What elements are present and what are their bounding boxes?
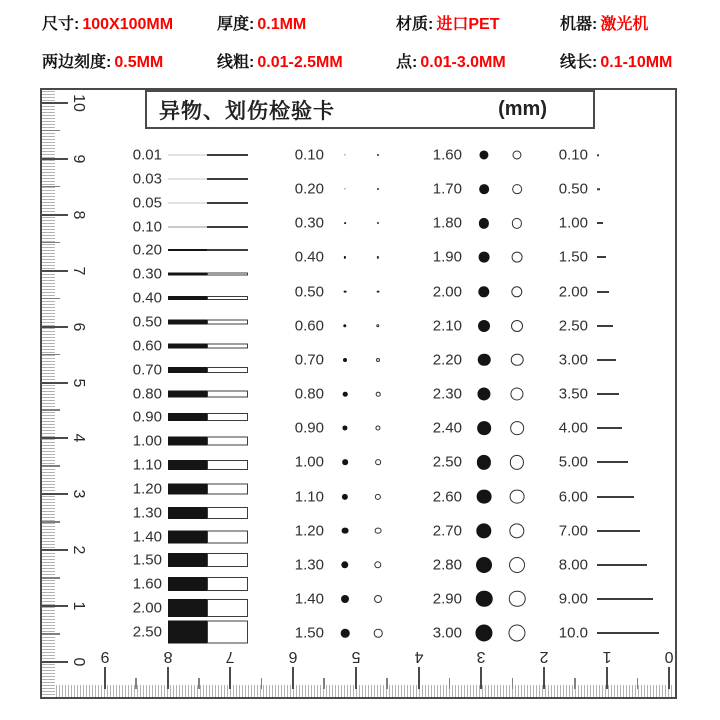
length-value-label: 8.00 bbox=[558, 556, 588, 574]
width-bar-hollow bbox=[207, 390, 248, 397]
dot-value-label: 2.00 bbox=[432, 283, 462, 301]
ruler-number: 0 bbox=[70, 657, 87, 667]
width-bar-hollow bbox=[207, 202, 248, 204]
width-bar-hollow bbox=[207, 154, 248, 156]
width-bar-solid bbox=[168, 202, 207, 203]
ruler-tick-major bbox=[480, 667, 482, 689]
width-bar-solid bbox=[168, 178, 207, 179]
open-circle bbox=[374, 595, 382, 603]
filled-dot bbox=[342, 493, 348, 499]
filled-dot bbox=[344, 222, 346, 224]
ruler-tick-major bbox=[42, 661, 68, 663]
length-value-label: 1.50 bbox=[558, 248, 588, 266]
width-value-label: 1.20 bbox=[132, 480, 162, 498]
width-bar-hollow bbox=[207, 530, 248, 543]
filled-dot bbox=[478, 320, 490, 332]
open-circle bbox=[511, 320, 523, 332]
width-bar-solid bbox=[168, 460, 207, 470]
ruler-number: 4 bbox=[70, 433, 87, 443]
width-bar-hollow bbox=[207, 273, 248, 276]
ruler-number: 3 bbox=[70, 489, 87, 499]
length-value-label: 4.00 bbox=[558, 419, 588, 437]
filled-dot bbox=[344, 256, 346, 258]
width-bar-hollow bbox=[207, 249, 248, 251]
dot-value-label: 0.60 bbox=[294, 317, 324, 335]
dot-value-label: 2.30 bbox=[432, 385, 462, 403]
length-line bbox=[597, 461, 628, 463]
length-value-label: 6.00 bbox=[558, 488, 588, 505]
width-value-label: 0.30 bbox=[132, 265, 162, 283]
open-circle bbox=[510, 455, 524, 469]
dot-value-label: 3.00 bbox=[432, 624, 462, 642]
filled-dot bbox=[479, 150, 488, 159]
width-value-label: 1.60 bbox=[132, 575, 162, 593]
open-circle bbox=[377, 154, 379, 156]
dot-value-label: 2.90 bbox=[432, 590, 462, 608]
width-value-label: 0.70 bbox=[132, 361, 162, 379]
open-circle bbox=[376, 358, 380, 362]
dot-value-label: 1.20 bbox=[294, 522, 324, 540]
spec-item bbox=[217, 49, 343, 72]
open-circle bbox=[510, 421, 524, 435]
width-value-label: 0.20 bbox=[132, 241, 162, 259]
open-circle bbox=[377, 222, 379, 224]
ruler-tick-medium bbox=[42, 465, 60, 467]
open-circle bbox=[509, 591, 526, 608]
open-circle bbox=[375, 527, 382, 534]
length-value-label: 0.50 bbox=[558, 180, 588, 198]
ruler-number: 10 bbox=[70, 94, 87, 112]
filled-dot bbox=[341, 595, 349, 603]
length-line bbox=[597, 427, 622, 429]
spec-value: 激光机 bbox=[600, 16, 649, 33]
length-line bbox=[597, 632, 659, 634]
ruler-tick-medium bbox=[261, 678, 263, 689]
ruler-number: 7 bbox=[225, 648, 235, 665]
ruler-number: 3 bbox=[476, 648, 486, 665]
length-line bbox=[597, 291, 609, 293]
ruler-tick-major bbox=[229, 667, 231, 689]
spec-value: 0.1-10MM bbox=[600, 54, 673, 71]
width-bar-solid bbox=[168, 343, 207, 348]
length-value-label: 0.10 bbox=[558, 146, 588, 164]
ruler-tick-major bbox=[292, 667, 294, 689]
filled-dot bbox=[478, 354, 491, 367]
open-circle bbox=[512, 218, 522, 228]
length-value-label: 3.50 bbox=[558, 385, 588, 403]
dot-value-label: 1.10 bbox=[294, 488, 324, 505]
filled-dot bbox=[342, 527, 349, 534]
length-line bbox=[597, 359, 616, 361]
length-line bbox=[597, 564, 647, 566]
width-bar-solid bbox=[168, 155, 207, 156]
length-value-label: 10.0 bbox=[558, 624, 588, 642]
spec-row-2 bbox=[0, 49, 720, 73]
spec-value: 100X100MM bbox=[82, 16, 174, 33]
dot-value-label: 1.60 bbox=[432, 146, 462, 164]
length-line bbox=[597, 154, 599, 156]
ruler-tick-medium bbox=[449, 678, 451, 689]
dot-value-label: 1.50 bbox=[294, 624, 324, 642]
open-circle bbox=[377, 188, 379, 190]
width-value-label: 0.01 bbox=[132, 146, 162, 164]
ruler-number: 7 bbox=[70, 266, 87, 276]
width-value-label: 1.30 bbox=[132, 504, 162, 522]
width-bar-solid bbox=[168, 530, 207, 543]
spec-item bbox=[396, 11, 499, 34]
width-bar-solid bbox=[168, 483, 207, 494]
ruler-tick-medium bbox=[135, 678, 137, 689]
ruler-tick-medium bbox=[42, 409, 60, 411]
ruler-tick-medium bbox=[42, 298, 60, 300]
ruler-tick-medium bbox=[323, 678, 325, 689]
length-value-label: 7.00 bbox=[558, 522, 588, 540]
ruler-tick-medium bbox=[386, 678, 388, 689]
ruler-tick-medium bbox=[198, 678, 200, 689]
length-line bbox=[597, 325, 613, 327]
ruler-number: 1 bbox=[602, 648, 612, 665]
width-value-label: 0.10 bbox=[132, 218, 162, 236]
filled-dot bbox=[477, 387, 490, 400]
open-circle bbox=[511, 286, 522, 297]
open-circle bbox=[512, 150, 521, 159]
bottom-ruler-fine-ticks bbox=[56, 685, 674, 697]
ruler-tick-medium bbox=[574, 678, 576, 689]
width-bar-hollow bbox=[207, 553, 248, 567]
width-bar-hollow bbox=[207, 178, 248, 180]
filled-dot bbox=[479, 252, 490, 263]
open-circle bbox=[375, 426, 380, 431]
dot-value-label: 0.90 bbox=[294, 419, 324, 437]
width-value-label: 2.50 bbox=[132, 623, 162, 641]
dot-value-label: 2.60 bbox=[432, 488, 462, 505]
spec-value: 0.1MM bbox=[257, 16, 307, 33]
ruler-number: 2 bbox=[70, 545, 87, 555]
width-bar-hollow bbox=[207, 343, 248, 348]
open-circle bbox=[512, 252, 523, 263]
width-bar-solid bbox=[168, 226, 207, 227]
dot-value-label: 1.40 bbox=[294, 590, 324, 608]
width-bar-hollow bbox=[207, 599, 248, 617]
width-bar-solid bbox=[168, 507, 207, 519]
ruler-tick-major bbox=[42, 549, 68, 551]
ruler-tick-major bbox=[668, 667, 670, 689]
ruler-tick-medium bbox=[42, 242, 60, 244]
open-circle bbox=[510, 387, 523, 400]
width-bar-hollow bbox=[207, 296, 248, 300]
width-value-label: 1.00 bbox=[132, 432, 162, 450]
dot-value-label: 0.50 bbox=[294, 283, 324, 301]
ruler-tick-major bbox=[42, 382, 68, 384]
width-bar-solid bbox=[168, 621, 207, 644]
filled-dot bbox=[344, 290, 347, 293]
filled-dot bbox=[475, 625, 492, 642]
spec-value: 进口PET bbox=[436, 16, 500, 33]
length-line bbox=[597, 598, 653, 600]
dot-value-label: 0.80 bbox=[294, 385, 324, 403]
dot-value-label: 2.80 bbox=[432, 556, 462, 574]
dot-value-label: 0.30 bbox=[294, 214, 324, 232]
spec-item bbox=[42, 49, 163, 72]
ruler-tick-medium bbox=[637, 678, 639, 689]
ruler-tick-major bbox=[355, 667, 357, 689]
ruler-tick-major bbox=[42, 214, 68, 216]
open-circle bbox=[376, 392, 381, 397]
open-circle bbox=[375, 493, 381, 499]
ruler-number: 6 bbox=[288, 648, 298, 665]
dot-value-label: 0.70 bbox=[294, 351, 324, 369]
width-bar-solid bbox=[168, 319, 207, 324]
dot-value-label: 2.10 bbox=[432, 317, 462, 335]
width-bar-solid bbox=[168, 553, 207, 567]
spec-value: 0.01-2.5MM bbox=[257, 54, 343, 71]
width-bar-hollow bbox=[207, 226, 248, 228]
spec-label: 材质: bbox=[396, 16, 434, 33]
spec-row-1 bbox=[0, 11, 720, 35]
dot-value-label: 0.10 bbox=[294, 146, 324, 164]
filled-dot bbox=[341, 629, 350, 638]
open-circle bbox=[374, 629, 383, 638]
width-value-label: 1.40 bbox=[132, 528, 162, 546]
spec-item bbox=[217, 11, 306, 34]
width-value-label: 0.03 bbox=[132, 170, 162, 188]
ruler-tick-major bbox=[42, 437, 68, 439]
dot-value-label: 1.90 bbox=[432, 248, 462, 266]
ruler-tick-major bbox=[42, 493, 68, 495]
ruler-tick-medium bbox=[42, 354, 60, 356]
dot-value-label: 2.70 bbox=[432, 522, 462, 540]
width-bar-hollow bbox=[207, 460, 248, 470]
width-bar-solid bbox=[168, 367, 207, 373]
filled-dot bbox=[344, 189, 345, 190]
ruler-tick-major bbox=[167, 667, 169, 689]
spec-label: 点: bbox=[396, 54, 418, 71]
ruler-number: 9 bbox=[70, 154, 87, 164]
width-bar-hollow bbox=[207, 437, 248, 446]
spec-label: 线长: bbox=[560, 54, 598, 71]
spec-label: 机器: bbox=[560, 16, 598, 33]
spec-item bbox=[560, 11, 648, 34]
length-line bbox=[597, 256, 606, 258]
filled-dot bbox=[479, 184, 489, 194]
ruler-number: 4 bbox=[414, 648, 423, 665]
open-circle bbox=[377, 256, 379, 258]
open-circle bbox=[508, 625, 525, 642]
ruler-number: 5 bbox=[70, 378, 87, 387]
card-title: 异物、划伤检验卡 bbox=[159, 99, 335, 123]
ruler-number: 5 bbox=[351, 648, 361, 665]
length-line bbox=[597, 530, 640, 532]
card-unit-label: (mm) bbox=[498, 98, 547, 120]
ruler-number: 8 bbox=[163, 648, 173, 665]
width-bar-hollow bbox=[207, 483, 248, 494]
ruler-tick-major bbox=[418, 667, 420, 689]
ruler-tick-major bbox=[543, 667, 545, 689]
filled-dot bbox=[343, 392, 348, 397]
length-value-label: 2.50 bbox=[558, 317, 588, 335]
filled-dot bbox=[341, 561, 348, 568]
ruler-tick-major bbox=[104, 667, 106, 689]
dot-value-label: 1.30 bbox=[294, 556, 324, 574]
open-circle bbox=[509, 557, 525, 573]
spec-label: 两边刻度: bbox=[42, 54, 112, 71]
ruler-tick-medium bbox=[42, 521, 60, 523]
length-value-label: 2.00 bbox=[558, 283, 588, 301]
width-bar-solid bbox=[168, 437, 207, 446]
ruler-tick-major bbox=[42, 102, 68, 104]
filled-dot bbox=[342, 460, 348, 466]
width-value-label: 0.50 bbox=[132, 313, 162, 331]
width-bar-solid bbox=[168, 390, 207, 397]
width-bar-solid bbox=[168, 599, 207, 617]
ruler-number: 1 bbox=[70, 601, 87, 611]
dot-value-label: 1.00 bbox=[294, 453, 324, 471]
spec-label: 厚度: bbox=[217, 16, 255, 33]
dot-value-label: 2.50 bbox=[432, 453, 462, 471]
width-value-label: 0.05 bbox=[132, 194, 162, 212]
ruler-tick-medium bbox=[42, 186, 60, 188]
dot-value-label: 2.20 bbox=[432, 351, 462, 369]
spec-item bbox=[396, 49, 506, 72]
width-bar-hollow bbox=[207, 507, 248, 519]
card-title-box bbox=[145, 90, 595, 129]
width-bar-solid bbox=[168, 296, 207, 300]
width-bar-hollow bbox=[207, 577, 248, 591]
width-bar-solid bbox=[168, 413, 207, 421]
length-value-label: 9.00 bbox=[558, 590, 588, 608]
ruler-number: 9 bbox=[100, 648, 110, 665]
filled-dot bbox=[342, 426, 347, 431]
filled-dot bbox=[344, 154, 345, 155]
ruler-tick-medium bbox=[42, 633, 60, 635]
filled-dot bbox=[477, 421, 491, 435]
width-value-label: 2.00 bbox=[132, 599, 162, 617]
open-circle bbox=[512, 184, 522, 194]
open-circle bbox=[376, 324, 379, 327]
spec-value: 0.5MM bbox=[114, 54, 164, 71]
width-bar-solid bbox=[168, 577, 207, 591]
spec-label: 尺寸: bbox=[42, 16, 80, 33]
spec-value: 0.01-3.0MM bbox=[420, 54, 506, 71]
length-line bbox=[597, 188, 600, 190]
dot-value-label: 0.40 bbox=[294, 248, 324, 266]
ruler-number: 8 bbox=[70, 210, 87, 220]
width-value-label: 0.90 bbox=[132, 408, 162, 426]
filled-dot bbox=[479, 218, 489, 228]
ruler-tick-major bbox=[42, 605, 68, 607]
spec-item bbox=[560, 49, 672, 72]
ruler-tick-major bbox=[42, 158, 68, 160]
open-circle bbox=[509, 523, 524, 538]
open-circle bbox=[375, 460, 381, 466]
ruler-number: 0 bbox=[664, 648, 674, 665]
width-bar-solid bbox=[168, 249, 207, 251]
filled-dot bbox=[477, 489, 492, 504]
width-bar-hollow bbox=[207, 367, 248, 373]
width-value-label: 0.60 bbox=[132, 337, 162, 355]
ruler-number: 6 bbox=[70, 322, 87, 332]
filled-dot bbox=[343, 358, 347, 362]
spec-label: 线粗: bbox=[217, 54, 255, 71]
ruler-tick-medium bbox=[42, 130, 60, 132]
filled-dot bbox=[343, 324, 346, 327]
width-value-label: 1.10 bbox=[132, 456, 162, 474]
width-value-label: 0.40 bbox=[132, 289, 162, 307]
open-circle bbox=[510, 489, 525, 504]
width-bar-solid bbox=[168, 273, 207, 276]
length-line bbox=[597, 393, 619, 395]
width-bar-hollow bbox=[207, 319, 248, 324]
ruler-tick-major bbox=[42, 270, 68, 272]
ruler-tick-medium bbox=[512, 678, 514, 689]
spec-header bbox=[0, 0, 720, 86]
width-value-label: 1.50 bbox=[132, 551, 162, 569]
ruler-tick-major bbox=[606, 667, 608, 689]
dot-value-label: 0.20 bbox=[294, 180, 324, 198]
filled-dot bbox=[476, 557, 492, 573]
length-value-label: 5.00 bbox=[558, 453, 588, 471]
open-circle bbox=[511, 354, 524, 367]
open-circle bbox=[377, 290, 380, 293]
dot-value-label: 1.70 bbox=[432, 180, 462, 198]
spec-item bbox=[42, 11, 173, 34]
filled-dot bbox=[476, 591, 493, 608]
length-value-label: 3.00 bbox=[558, 351, 588, 369]
filled-dot bbox=[478, 286, 489, 297]
length-value-label: 1.00 bbox=[558, 214, 588, 232]
filled-dot bbox=[476, 523, 491, 538]
ruler-number: 2 bbox=[539, 648, 549, 665]
width-value-label: 0.80 bbox=[132, 385, 162, 402]
open-circle bbox=[374, 561, 381, 568]
length-line bbox=[597, 222, 603, 224]
length-line bbox=[597, 496, 634, 498]
filled-dot bbox=[477, 455, 491, 469]
width-bar-hollow bbox=[207, 413, 248, 421]
inspection-card bbox=[40, 88, 677, 699]
ruler-tick-major bbox=[42, 326, 68, 328]
width-bar-hollow bbox=[207, 621, 248, 644]
dot-value-label: 2.40 bbox=[432, 419, 462, 437]
dot-value-label: 1.80 bbox=[432, 214, 462, 232]
ruler-tick-medium bbox=[42, 577, 60, 579]
